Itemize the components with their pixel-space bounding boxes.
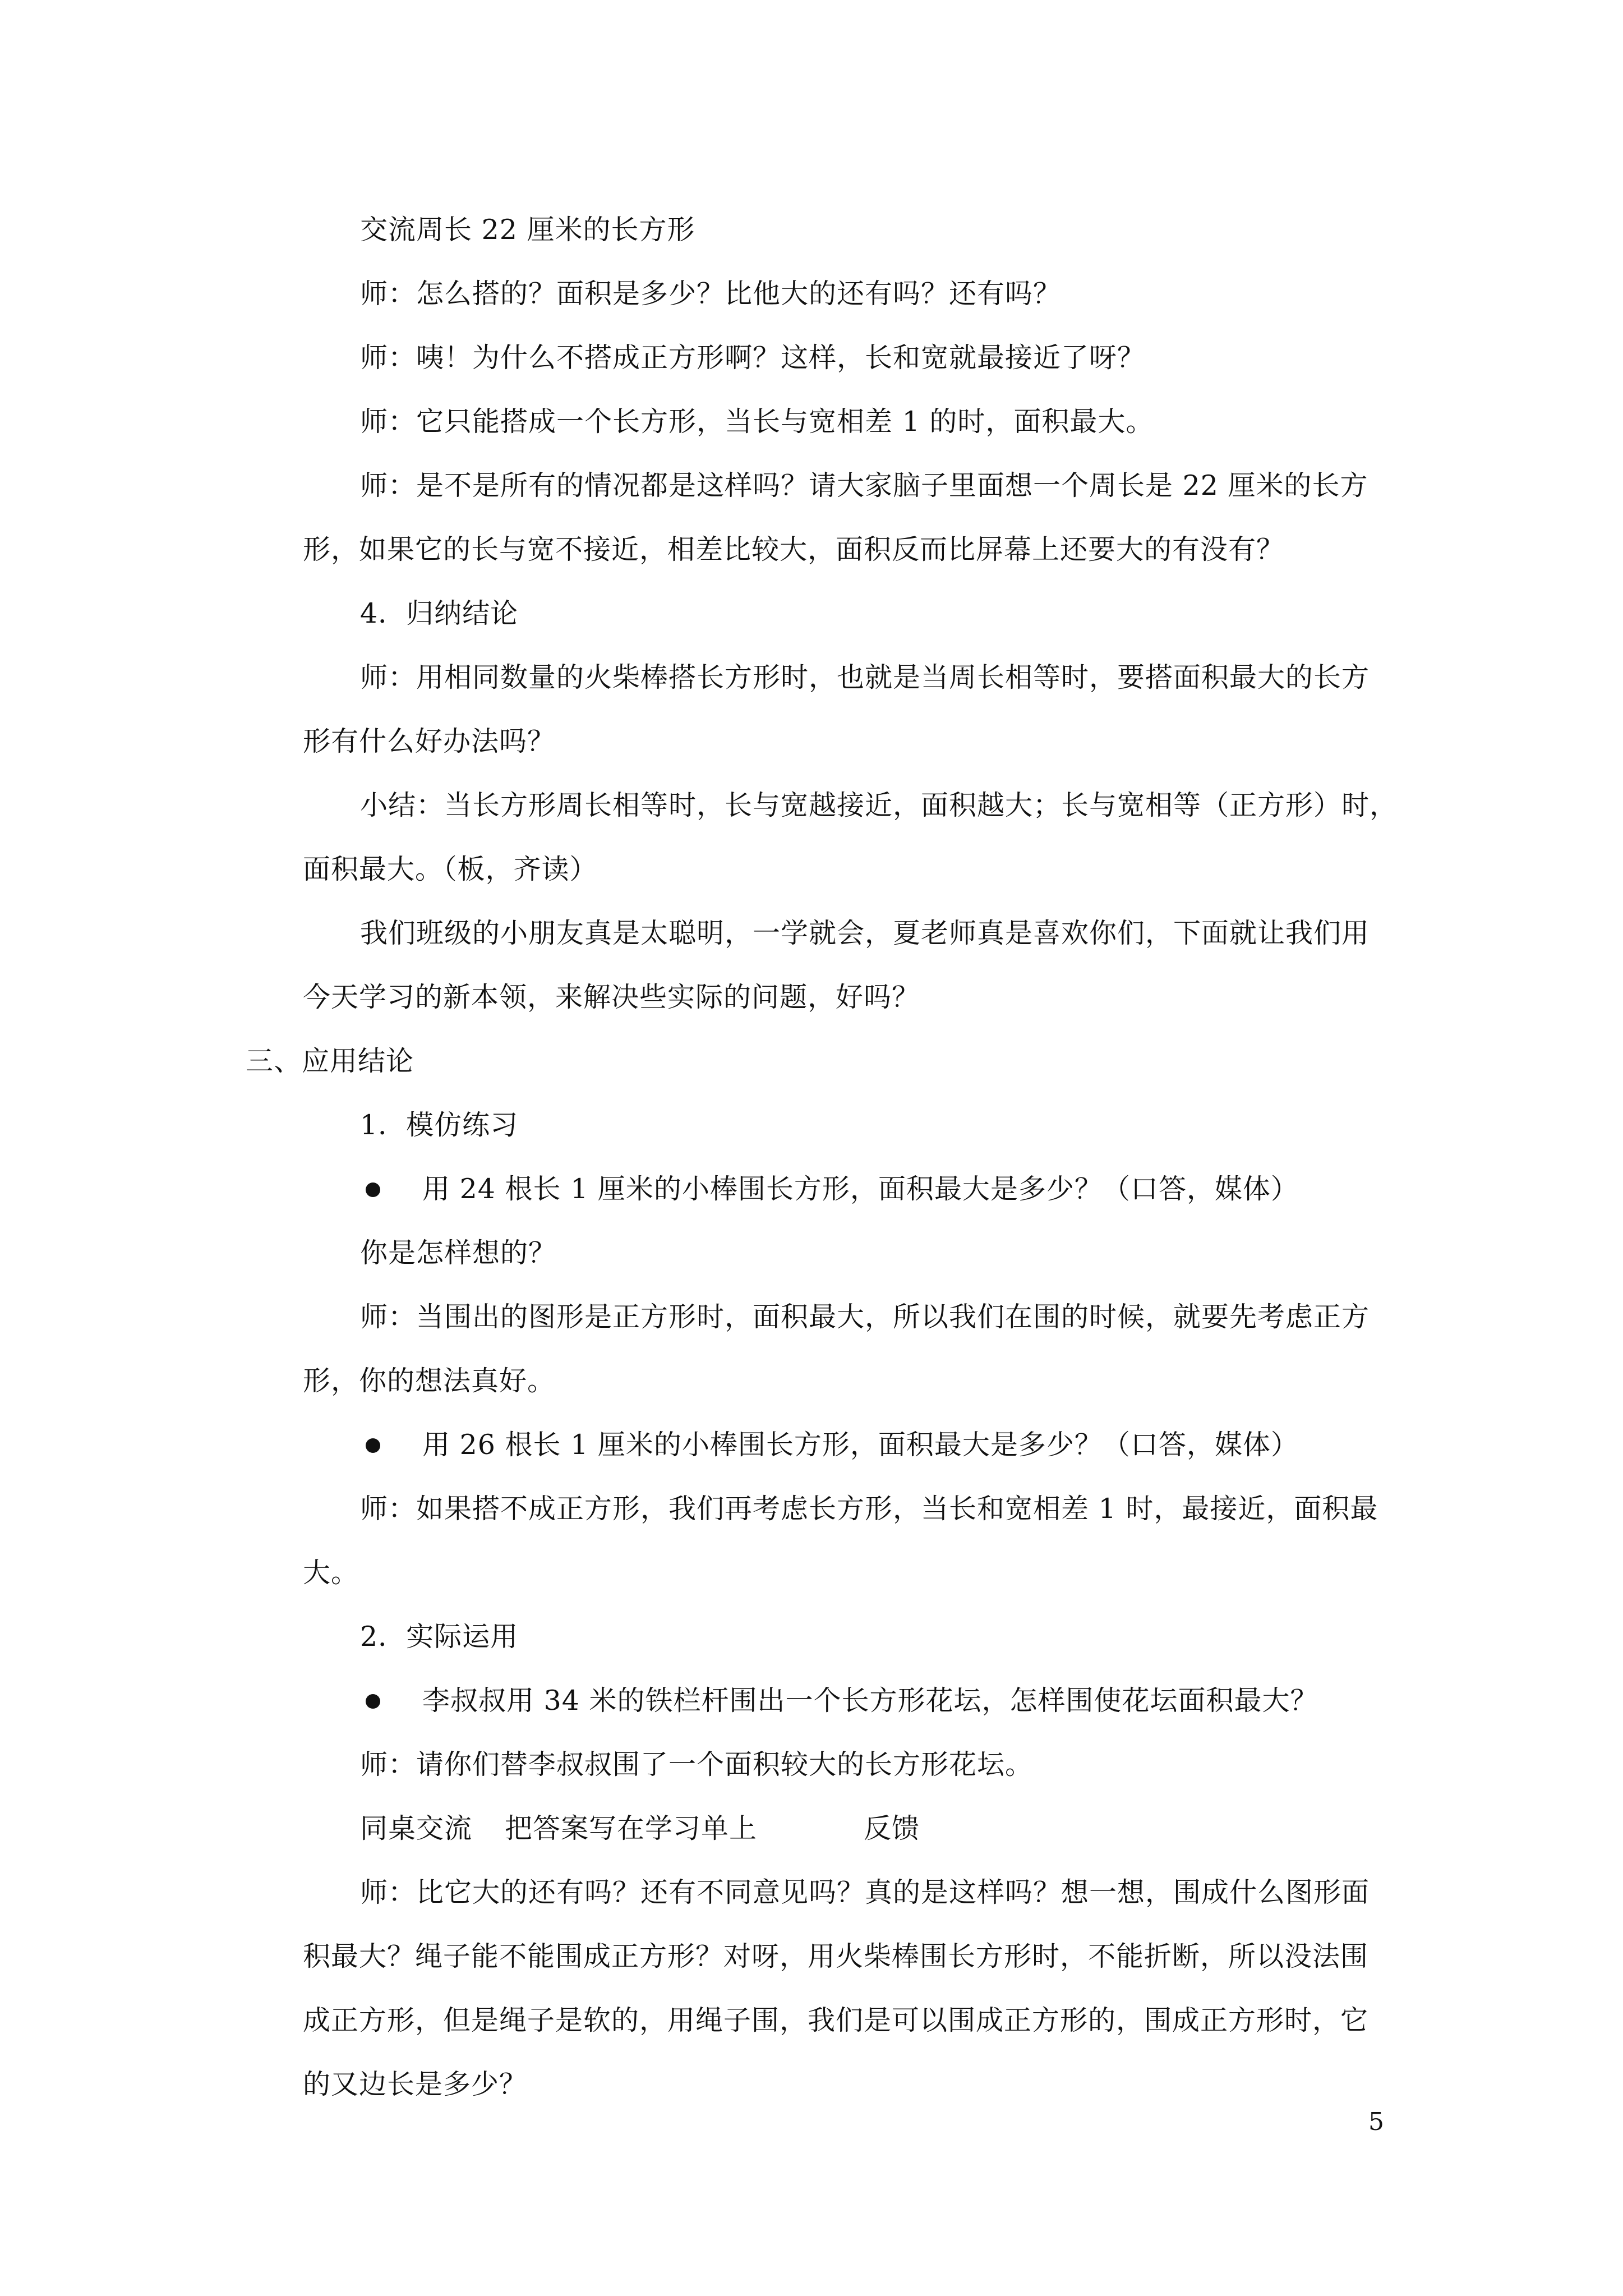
bullet-text: 李叔叔用 34 米的铁栏杆围出一个长方形花坛，怎样围使花坛面积最大？: [422, 1685, 1318, 1717]
page-number: 5: [1368, 2108, 1384, 2136]
bullet-item: [366, 1427, 1299, 1463]
section-heading: 三、应用结论: [246, 1045, 414, 1077]
text-line: 师：比它大的还有吗？还有不同意见吗？真的是这样吗？想一想，围成什么图形面: [360, 1876, 1370, 1908]
text-line: 的又边长是多少？: [303, 2068, 528, 2100]
activity-step: 反馈: [864, 1812, 920, 1844]
text-line: 形，如果它的长与宽不接近，相差比较大，面积反而比屏幕上还要大的有没有？: [303, 533, 1285, 565]
text-line: 你是怎样想的？: [360, 1237, 557, 1269]
text-line: 师：是不是所有的情况都是这样吗？请大家脑子里面想一个周长是 22 厘米的长方: [360, 470, 1368, 501]
activity-row: [360, 1811, 1145, 1847]
text-line: 师：请你们替李叔叔围了一个面积较大的长方形花坛。: [360, 1749, 1034, 1780]
text-line: 交流周长 22 厘米的长方形: [360, 214, 695, 246]
text-line: 师：怎么搭的？面积是多少？比他大的还有吗？还有吗？: [360, 278, 1062, 310]
activity-step: 把答案写在学习单上: [505, 1812, 758, 1844]
text-line: 师：它只能搭成一个长方形，当长与宽相差 1 的时，面积最大。: [360, 406, 1154, 438]
bullet-item: [366, 1683, 1318, 1719]
text-line: 形有什么好办法吗？: [303, 725, 556, 757]
text-line: 师：用相同数量的火柴棒搭长方形时，也就是当周长相等时，要搭面积最大的长方: [360, 661, 1370, 693]
text-line: 成正方形，但是绳子是软的，用绳子围，我们是可以围成正方形的，围成正方形时，它: [303, 2004, 1369, 2036]
summary-line: 面积最大。（板，齐读）: [303, 853, 598, 885]
text-line: 师：咦！为什么不搭成正方形啊？这样，长和宽就最接近了呀？: [360, 342, 1146, 374]
text-line: 今天学习的新本领，来解决些实际的问题，好吗？: [303, 981, 920, 1013]
subsection-heading: 1．模仿练习: [360, 1109, 519, 1141]
text-line: 积最大？绳子能不能围成正方形？对呀，用火柴棒围长方形时，不能折断，所以没法围: [303, 1940, 1369, 1972]
section-heading: 4．归纳结论: [360, 597, 519, 629]
subsection-heading: 2．实际运用: [360, 1621, 519, 1653]
bullet-icon: [366, 1438, 380, 1453]
summary-line: 小结：当长方形周长相等时，长与宽越接近，面积越大；长与宽相等（正方形）时，: [360, 789, 1398, 821]
bullet-icon: [366, 1182, 380, 1197]
text-line: 形，你的想法真好。: [303, 1365, 556, 1397]
bullet-text: 用 24 根长 1 厘米的小棒围长方形，面积最大是多少？（口答，媒体）: [422, 1173, 1299, 1205]
text-line: 师：当围出的图形是正方形时，面积最大，所以我们在围的时候，就要先考虑正方: [360, 1301, 1370, 1333]
bullet-text: 用 26 根长 1 厘米的小棒围长方形，面积最大是多少？（口答，媒体）: [422, 1429, 1299, 1461]
activity-step: 同桌交流: [360, 1812, 473, 1844]
text-line: 我们班级的小朋友真是太聪明，一学就会，夏老师真是喜欢你们，下面就让我们用: [360, 917, 1370, 949]
text-line: 师：如果搭不成正方形，我们再考虑长方形，当长和宽相差 1 时，最接近，面积最: [360, 1493, 1378, 1525]
text-line: 大。: [303, 1557, 359, 1589]
bullet-item: [366, 1171, 1299, 1207]
bullet-icon: [366, 1694, 380, 1709]
